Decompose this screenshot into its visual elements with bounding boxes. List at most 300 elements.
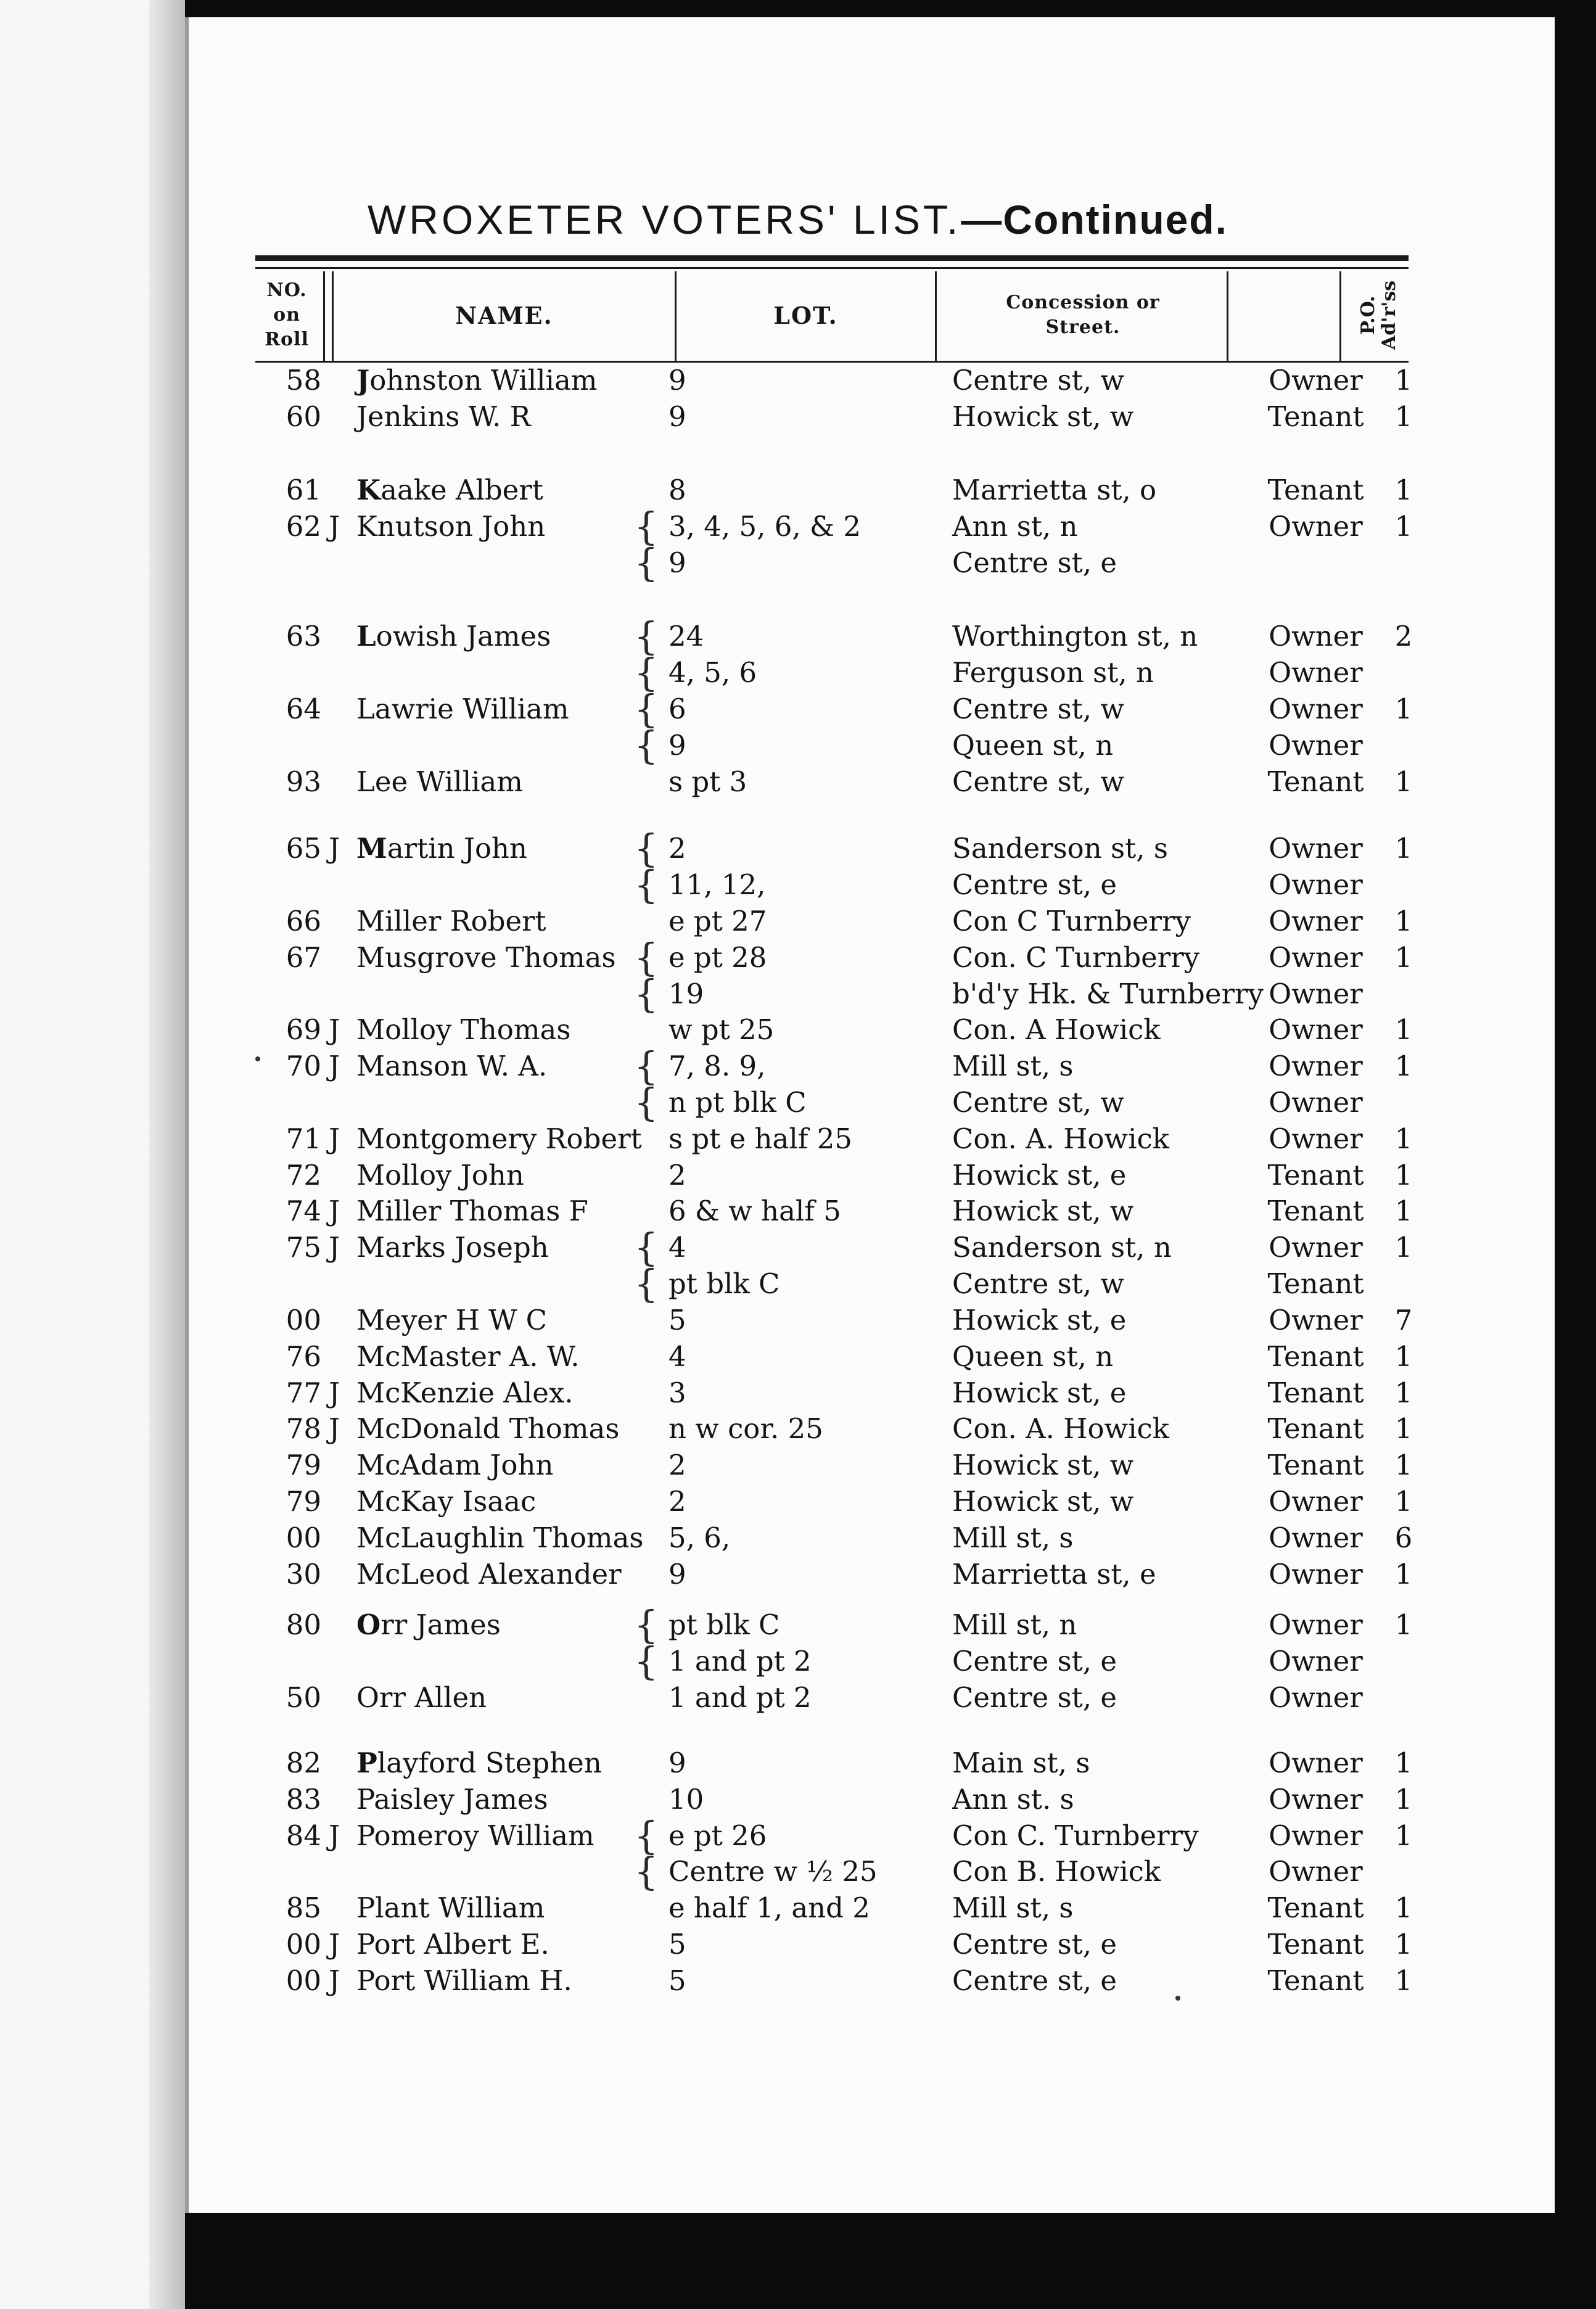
lot-number: s pt 3 <box>668 765 747 798</box>
brace-mark: { <box>634 826 659 871</box>
owner-tenant-status: Tenant <box>1267 1928 1364 1961</box>
lot-number: 3 <box>668 1377 686 1409</box>
voter-name: Orr James <box>356 1608 501 1641</box>
owner-tenant-status: Owner <box>1269 832 1363 865</box>
lot-number: 2 <box>668 1485 686 1518</box>
owner-tenant-status: Owner <box>1269 978 1363 1010</box>
owner-tenant-status: Owner <box>1269 1304 1363 1336</box>
page-title <box>189 196 1407 252</box>
po-address-number: 1 <box>1394 510 1413 543</box>
owner-tenant-status: Tenant <box>1267 1449 1364 1481</box>
po-address-number: 1 <box>1394 765 1413 798</box>
brace-mark: { <box>634 935 659 980</box>
lot-number: 2 <box>668 832 686 865</box>
voter-row <box>189 764 1555 800</box>
concession-street: Howick st, w <box>952 1449 1134 1481</box>
voter-row <box>189 1639 1555 1684</box>
lot-number: 2 <box>668 1449 686 1481</box>
voter-row <box>189 723 1555 768</box>
brace-mark: { <box>634 540 659 585</box>
po-address-number: 1 <box>1394 1928 1413 1961</box>
concession-street: Centre st, e <box>952 868 1117 901</box>
juror-mark: J <box>328 1122 340 1155</box>
roll-number: 00 <box>286 1964 321 1997</box>
concession-street: Mill st, s <box>952 1521 1074 1554</box>
owner-tenant-status: Owner <box>1269 1086 1363 1119</box>
concession-street: Con. A. Howick <box>952 1122 1169 1155</box>
concession-street: Ferguson st, n <box>952 656 1154 689</box>
header-rule-thin <box>255 267 1409 269</box>
concession-street: Main st, s <box>952 1747 1090 1779</box>
roll-number: 83 <box>286 1783 321 1816</box>
po-address-number: 1 <box>1394 1195 1413 1227</box>
po-address-number: 1 <box>1394 1449 1413 1481</box>
lot-number: pt blk C <box>668 1608 780 1641</box>
po-address-number: 2 <box>1394 620 1413 652</box>
voter-name: Manson W. A. <box>356 1050 548 1082</box>
po-address-number: 1 <box>1394 1558 1413 1591</box>
juror-mark: J <box>328 1013 340 1046</box>
po-address-number: 1 <box>1394 832 1413 865</box>
voter-row <box>189 614 1555 659</box>
lot-number: 10 <box>668 1783 704 1816</box>
brace-mark: { <box>634 1602 659 1647</box>
header-lot: LOT. <box>773 301 838 329</box>
voter-name: Pomeroy William <box>356 1819 594 1852</box>
roll-number: 93 <box>286 765 321 798</box>
voter-name: McLeod Alexander <box>356 1558 622 1591</box>
owner-tenant-status: Tenant <box>1267 1195 1364 1227</box>
voter-name: Lowish James <box>356 620 551 652</box>
brace-mark: { <box>634 686 659 731</box>
concession-street: Marrietta st, o <box>952 474 1157 506</box>
lot-number: 4 <box>668 1340 686 1373</box>
juror-mark: J <box>328 1412 340 1445</box>
voter-name: Molloy Thomas <box>356 1013 571 1046</box>
voter-name: Lawrie William <box>356 693 569 725</box>
voter-row <box>189 1121 1555 1157</box>
voter-row <box>189 1339 1555 1375</box>
voter-row <box>189 1557 1555 1592</box>
voter-row <box>189 504 1555 549</box>
roll-number: 70 <box>286 1050 321 1082</box>
voter-row <box>189 862 1555 907</box>
roll-number: 77 <box>286 1377 321 1409</box>
juror-mark: J <box>328 1050 340 1082</box>
lot-number: s pt e half 25 <box>668 1122 852 1155</box>
concession-street: Centre st, e <box>952 546 1117 579</box>
brace-mark: { <box>634 862 659 907</box>
voter-row <box>189 1927 1555 1962</box>
voter-row <box>189 1158 1555 1193</box>
voter-row <box>189 1963 1555 1999</box>
lot-number: 24 <box>668 620 704 652</box>
voter-name: Kaake Albert <box>356 474 543 506</box>
voter-name: Playford Stephen <box>356 1747 602 1779</box>
lot-number: n w cor. 25 <box>668 1412 823 1445</box>
concession-street: Mill st, n <box>952 1608 1077 1641</box>
voter-row <box>189 826 1555 871</box>
po-address-number: 1 <box>1394 1412 1413 1445</box>
owner-tenant-status: Owner <box>1269 729 1363 762</box>
lot-number: Centre w ½ 25 <box>668 1855 878 1888</box>
brace-mark: { <box>634 504 659 549</box>
owner-tenant-status: Owner <box>1269 1050 1363 1082</box>
lot-number: 3, 4, 5, 6, & 2 <box>668 510 861 543</box>
po-address-number: 1 <box>1394 1013 1413 1046</box>
lot-number: 8 <box>668 474 686 506</box>
brace-mark: { <box>634 1225 659 1270</box>
voter-name: Martin John <box>356 832 528 865</box>
concession-street: Con. A Howick <box>952 1013 1161 1046</box>
owner-tenant-status: Tenant <box>1267 1891 1364 1924</box>
roll-number: 00 <box>286 1521 321 1554</box>
concession-street: Howick st, w <box>952 1195 1134 1227</box>
owner-tenant-status: Tenant <box>1267 1267 1364 1300</box>
voter-row <box>189 1447 1555 1483</box>
owner-tenant-status: Owner <box>1269 1681 1363 1714</box>
po-address-number: 1 <box>1394 1231 1413 1264</box>
column-divider <box>935 271 937 363</box>
voter-name: McMaster A. W. <box>356 1340 580 1373</box>
owner-tenant-status: Tenant <box>1267 400 1364 433</box>
owner-tenant-status: Owner <box>1269 1521 1363 1554</box>
owner-tenant-status: Tenant <box>1267 1964 1364 1997</box>
lot-number: 5 <box>668 1964 686 1997</box>
owner-tenant-status: Tenant <box>1267 765 1364 798</box>
concession-street: Mill st, s <box>952 1050 1074 1082</box>
po-address-number: 1 <box>1394 1891 1413 1924</box>
concession-street: Centre st, w <box>952 364 1124 397</box>
lot-number: 4 <box>668 1231 686 1264</box>
roll-number: 61 <box>286 474 321 506</box>
brace-mark: { <box>634 1813 659 1858</box>
owner-tenant-status: Owner <box>1269 1558 1363 1591</box>
concession-street: Queen st, n <box>952 729 1114 762</box>
concession-street: Howick st, w <box>952 400 1134 433</box>
lot-number: e half 1, and 2 <box>668 1891 870 1924</box>
concession-street: Ann st, n <box>952 510 1078 543</box>
owner-tenant-status: Owner <box>1269 693 1363 725</box>
concession-street: Centre st, e <box>952 1964 1117 1997</box>
voter-name: Port Albert E. <box>356 1928 549 1961</box>
voter-name: McAdam John <box>356 1449 554 1481</box>
roll-number: 72 <box>286 1159 321 1192</box>
roll-number: 85 <box>286 1891 321 1924</box>
po-address-number: 1 <box>1394 364 1413 397</box>
column-divider <box>323 271 325 363</box>
concession-street: Howick st, e <box>952 1377 1127 1409</box>
title-suffix: —Continued. <box>961 197 1228 242</box>
voter-name: McLaughlin Thomas <box>356 1521 644 1554</box>
concession-street: Con C Turnberry <box>952 905 1191 937</box>
juror-mark: J <box>328 1928 340 1961</box>
concession-street: Centre st, w <box>952 1267 1124 1300</box>
voter-row <box>189 363 1555 398</box>
roll-number: 79 <box>286 1485 321 1518</box>
owner-tenant-status: Owner <box>1269 1819 1363 1852</box>
owner-tenant-status: Owner <box>1269 620 1363 652</box>
voter-row <box>189 686 1555 731</box>
juror-mark: J <box>328 1377 340 1409</box>
roll-number: 30 <box>286 1558 321 1591</box>
brace-mark: { <box>634 1261 659 1306</box>
concession-street: Queen st, n <box>952 1340 1114 1373</box>
column-divider <box>1227 271 1228 363</box>
voter-row <box>189 472 1555 508</box>
brace-mark: { <box>634 1043 659 1089</box>
roll-number: 75 <box>286 1231 321 1264</box>
voter-row <box>189 1602 1555 1647</box>
column-divider <box>1339 271 1341 363</box>
lot-number: e pt 28 <box>668 941 767 974</box>
roll-number: 65 <box>286 832 321 865</box>
voter-row <box>189 1261 1555 1306</box>
left-page-margin <box>0 0 185 2309</box>
owner-tenant-status: Owner <box>1269 510 1363 543</box>
po-address-number: 1 <box>1394 1964 1413 1997</box>
voter-name: Marks Joseph <box>356 1231 549 1264</box>
print-speck <box>1175 1996 1180 2001</box>
concession-street: Howick st, e <box>952 1304 1127 1336</box>
po-address-number: 1 <box>1394 1159 1413 1192</box>
owner-tenant-status: Owner <box>1269 1122 1363 1155</box>
concession-street: Worthington st, n <box>952 620 1198 652</box>
concession-street: Ann st. s <box>952 1783 1074 1816</box>
po-address-number: 1 <box>1394 1122 1413 1155</box>
voter-name: Paisley James <box>356 1783 548 1816</box>
lot-number: pt blk C <box>668 1267 780 1300</box>
voter-name: Miller Robert <box>356 905 546 937</box>
voter-name: Knutson John <box>356 510 546 543</box>
voter-row <box>189 1745 1555 1781</box>
po-address-number: 1 <box>1394 474 1413 506</box>
roll-number: 67 <box>286 941 321 974</box>
po-address-number: 1 <box>1394 1783 1413 1816</box>
concession-street: Con. A. Howick <box>952 1412 1169 1445</box>
title-main: WROXETER VOTERS' LIST. <box>367 197 961 242</box>
po-address-number: 1 <box>1394 1377 1413 1409</box>
concession-street: Howick st, w <box>952 1485 1134 1518</box>
po-address-number: 1 <box>1394 1050 1413 1082</box>
lot-number: 5 <box>668 1304 686 1336</box>
brace-mark: { <box>634 650 659 695</box>
po-address-number: 1 <box>1394 693 1413 725</box>
brace-mark: { <box>634 1639 659 1684</box>
brace-mark: { <box>634 723 659 768</box>
lot-number: 1 and pt 2 <box>668 1645 812 1677</box>
voter-row <box>189 1520 1555 1556</box>
po-address-number: 6 <box>1394 1521 1413 1554</box>
voter-row <box>189 1411 1555 1447</box>
owner-tenant-status: Owner <box>1269 1747 1363 1779</box>
voter-row <box>189 935 1555 980</box>
owner-tenant-status: Tenant <box>1267 1412 1364 1445</box>
voter-name: Miller Thomas F <box>356 1195 588 1227</box>
concession-street: Centre st, e <box>952 1928 1117 1961</box>
voter-row <box>189 1375 1555 1411</box>
owner-tenant-status: Owner <box>1269 1855 1363 1888</box>
concession-street: Centre st, w <box>952 1086 1124 1119</box>
voter-row <box>189 1849 1555 1894</box>
owner-tenant-status: Tenant <box>1267 1377 1364 1409</box>
owner-tenant-status: Owner <box>1269 868 1363 901</box>
juror-mark: J <box>328 832 340 865</box>
lot-number: 2 <box>668 1159 686 1192</box>
roll-number: 80 <box>286 1608 321 1641</box>
lot-number: 9 <box>668 400 686 433</box>
lot-number: 6 & w half 5 <box>668 1195 841 1227</box>
voter-row <box>189 903 1555 939</box>
roll-number: 82 <box>286 1747 321 1779</box>
owner-tenant-status: Owner <box>1269 1485 1363 1518</box>
header-name: NAME. <box>455 301 553 329</box>
voter-row <box>189 650 1555 695</box>
voter-name: Molloy John <box>356 1159 524 1192</box>
lot-number: w pt 25 <box>668 1013 775 1046</box>
po-address-number: 1 <box>1394 941 1413 974</box>
owner-tenant-status: Owner <box>1269 364 1363 397</box>
concession-street: Marrietta st, e <box>952 1558 1156 1591</box>
voter-name: Johnston William <box>356 364 598 397</box>
owner-tenant-status: Tenant <box>1267 474 1364 506</box>
roll-number: 79 <box>286 1449 321 1481</box>
roll-number: 84 <box>286 1819 321 1852</box>
roll-number: 64 <box>286 693 321 725</box>
juror-mark: J <box>328 1195 340 1227</box>
roll-number: 78 <box>286 1412 321 1445</box>
voter-name: Meyer H W C <box>356 1304 548 1336</box>
po-address-number: 1 <box>1394 1819 1413 1852</box>
voter-row <box>189 1225 1555 1270</box>
owner-tenant-status: Owner <box>1269 905 1363 937</box>
owner-tenant-status: Owner <box>1269 941 1363 974</box>
lot-number: 9 <box>668 364 686 397</box>
voter-row <box>189 971 1555 1016</box>
brace-mark: { <box>634 614 659 659</box>
roll-number: 76 <box>286 1340 321 1373</box>
owner-tenant-status: Owner <box>1269 656 1363 689</box>
voter-row <box>189 1193 1555 1229</box>
lot-number: 9 <box>668 546 686 579</box>
voter-name: Orr Allen <box>356 1681 487 1714</box>
concession-street: Mill st, s <box>952 1891 1074 1924</box>
voter-row <box>189 1043 1555 1089</box>
voter-name: Port William H. <box>356 1964 572 1997</box>
voter-name: McDonald Thomas <box>356 1412 620 1445</box>
voter-row <box>189 540 1555 585</box>
po-address-number: 1 <box>1394 1340 1413 1373</box>
juror-mark: J <box>328 510 340 543</box>
owner-tenant-status: Owner <box>1269 1013 1363 1046</box>
voter-row <box>189 1890 1555 1926</box>
lot-number: e pt 27 <box>668 905 767 937</box>
voter-row <box>189 1782 1555 1817</box>
concession-street: Con. C Turnberry <box>952 941 1200 974</box>
brace-mark: { <box>634 971 659 1016</box>
concession-street: b'd'y Hk. & Turnberry <box>952 978 1264 1010</box>
voter-name: Montgomery Robert <box>356 1122 642 1155</box>
roll-number: 63 <box>286 620 321 652</box>
voter-name: Plant William <box>356 1891 545 1924</box>
lot-number: 9 <box>668 729 686 762</box>
lot-number: 11, 12, <box>668 868 766 901</box>
voter-row <box>189 1813 1555 1858</box>
po-address-number: 1 <box>1394 1608 1413 1641</box>
brace-mark: { <box>634 1849 659 1894</box>
concession-street: Centre st, e <box>952 1681 1117 1714</box>
voter-row <box>189 1484 1555 1520</box>
concession-street: Centre st, w <box>952 765 1124 798</box>
owner-tenant-status: Tenant <box>1267 1340 1364 1373</box>
voter-row <box>189 1303 1555 1338</box>
roll-number: 60 <box>286 400 321 433</box>
header-street: Concession or Street. <box>1006 292 1160 338</box>
lot-number: 5 <box>668 1928 686 1961</box>
voter-row <box>189 399 1555 435</box>
roll-number: 69 <box>286 1013 321 1046</box>
page-gutter-shadow <box>149 0 185 2309</box>
lot-number: 5, 6, <box>668 1521 731 1554</box>
concession-street: Sanderson st, n <box>952 1231 1172 1264</box>
roll-number: 71 <box>286 1122 321 1155</box>
roll-number: 62 <box>286 510 321 543</box>
roll-number: 00 <box>286 1304 321 1336</box>
voters-list-page <box>185 17 1555 2213</box>
header-roll: NO. on Roll <box>265 279 309 350</box>
concession-street: Con C. Turnberry <box>952 1819 1199 1852</box>
owner-tenant-status: Owner <box>1269 1231 1363 1264</box>
brace-mark: { <box>634 1080 659 1125</box>
voter-name: McKay Isaac <box>356 1485 537 1518</box>
header-po-address: P.O. Ad'r'ss <box>1357 280 1400 350</box>
po-address-number: 1 <box>1394 1747 1413 1779</box>
voter-name: Jenkins W. R <box>356 400 531 433</box>
owner-tenant-status: Tenant <box>1267 1159 1364 1192</box>
print-speck <box>255 1056 260 1061</box>
lot-number: 1 and pt 2 <box>668 1681 812 1714</box>
concession-street: Con B. Howick <box>952 1855 1161 1888</box>
roll-number: 74 <box>286 1195 321 1227</box>
roll-number: 66 <box>286 905 321 937</box>
roll-number: 58 <box>286 364 321 397</box>
concession-street: Centre st, w <box>952 693 1124 725</box>
owner-tenant-status: Owner <box>1269 1608 1363 1641</box>
roll-number: 50 <box>286 1681 321 1714</box>
lot-number: 9 <box>668 1558 686 1591</box>
concession-street: Centre st, e <box>952 1645 1117 1677</box>
lot-number: 19 <box>668 978 704 1010</box>
po-address-number: 1 <box>1394 400 1413 433</box>
lot-number: 7, 8. 9, <box>668 1050 766 1082</box>
voter-name: Lee William <box>356 765 523 798</box>
juror-mark: J <box>328 1964 340 1997</box>
roll-number: 00 <box>286 1928 321 1961</box>
po-address-number: 1 <box>1394 1485 1413 1518</box>
owner-tenant-status: Owner <box>1269 1645 1363 1677</box>
header-rule-thick <box>255 255 1409 261</box>
voter-row <box>189 1012 1555 1048</box>
voter-row <box>189 1680 1555 1716</box>
voter-name: McKenzie Alex. <box>356 1377 574 1409</box>
lot-number: 6 <box>668 693 686 725</box>
owner-tenant-status: Owner <box>1269 1783 1363 1816</box>
voter-row <box>189 1080 1555 1125</box>
po-address-number: 7 <box>1394 1304 1413 1336</box>
po-address-number: 1 <box>1394 905 1413 937</box>
lot-number: e pt 26 <box>668 1819 767 1852</box>
lot-number: 4, 5, 6 <box>668 656 757 689</box>
